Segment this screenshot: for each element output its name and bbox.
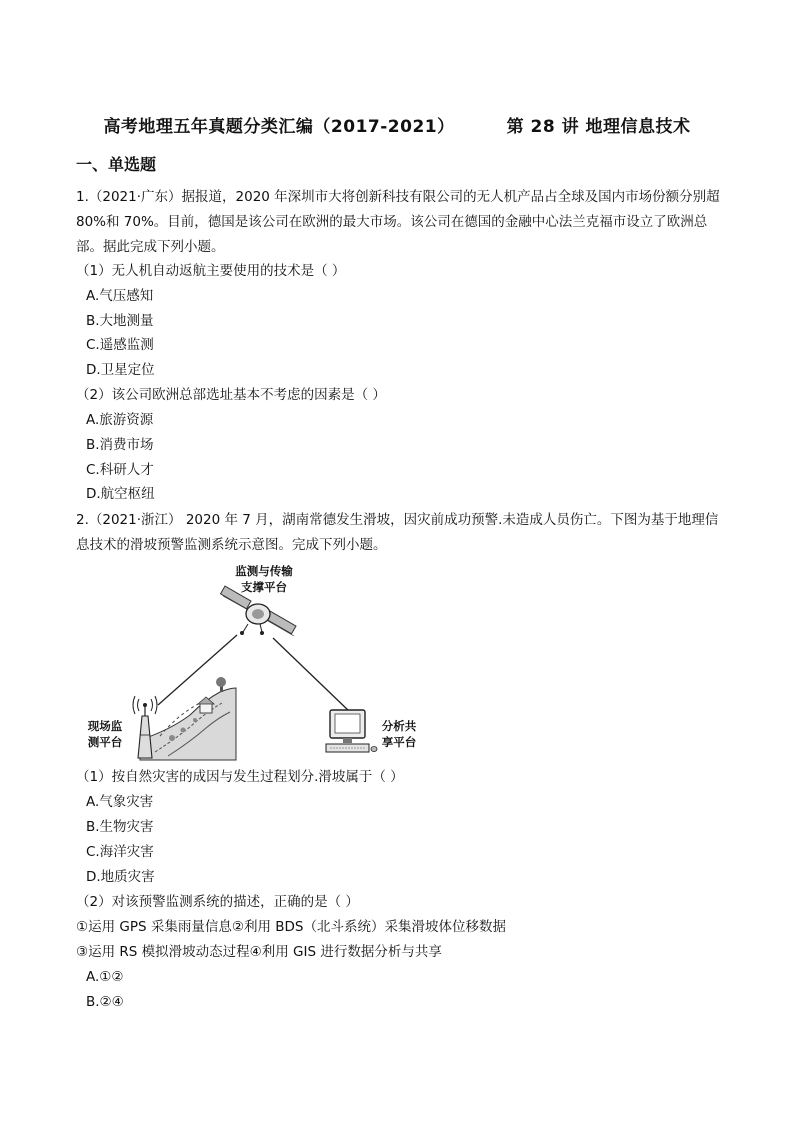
q2-sub2-statements-2: ③运用 RS 模拟滑坡动态过程④利用 GIS 进行数据分析与共享: [76, 944, 442, 960]
q2-sub2-statements-1: ①运用 GPS 采集雨量信息②利用 BDS（北斗系统）采集滑坡体位移数据: [76, 919, 506, 935]
document-title: [0, 112, 794, 137]
q1-sub1-option-a: A.气压感知: [86, 288, 154, 304]
q1-sub1-option-b: B.大地测量: [86, 313, 154, 329]
q1-sub2-option-c: C.科研人才: [86, 462, 154, 478]
computer-icon: [326, 710, 377, 752]
section-heading: 一、单选题: [76, 155, 157, 174]
q1-sub2-question: （2）该公司欧洲总部选址基本不考虑的因素是（ ）: [76, 387, 386, 403]
title-lecture: 第 28 讲 地理信息技术: [506, 117, 691, 137]
label-monitoring-transmission-platform: 监测与传输 支撑平台: [235, 564, 293, 594]
q2-stem: 2.（2021·浙江） 2020 年 7 月，湖南常德发生滑坡，因灾前成功预警.未造成人员伤亡。下图为基于地理信息技术的滑坡预警监测系统示意图。完成下列小题。: [76, 512, 719, 553]
label-field-monitoring-platform: 现场监 测平台: [87, 719, 123, 749]
q2-sub2-question: （2）对该预警监测系统的描述，正确的是（ ）: [76, 894, 359, 910]
q2-sub1-option-d: D.地质灾害: [86, 869, 155, 885]
title-series: 高考地理五年真题分类汇编（2017-2021）: [103, 117, 455, 137]
q2-sub1-option-b: B.生物灾害: [86, 819, 154, 835]
q1-sub2-option-b: B.消费市场: [86, 437, 154, 453]
q2-sub1-option-a: A.气象灾害: [86, 794, 154, 810]
q1-sub1-option-d: D.卫星定位: [86, 362, 155, 378]
q1-stem: 1.（2021·广东）据报道，2020 年深圳市大将创新科技有限公司的无人机产品占全球及国内市场份额分别超 80%和 70%。目前，德国是该公司在欧洲的最大市场。该公司在德国的金融中心法兰克福市设立了欧洲总部。据此完成下列小题。: [76, 189, 720, 255]
q1-sub1-option-c: C.遥感监测: [86, 337, 154, 353]
q1-sub1-question: （1）无人机自动返航主要使用的技术是（ ）: [76, 263, 346, 279]
q2-sub1-option-c: C.海洋灾害: [86, 844, 154, 860]
label-analysis-sharing-platform: 分析共 享平台: [381, 719, 417, 749]
q1-sub2-option-d: D.航空枢纽: [86, 486, 155, 502]
landslide-monitoring-diagram: [80, 560, 430, 765]
q2-sub2-option-a: A.①②: [86, 969, 124, 985]
link-line-right: [273, 638, 350, 712]
q2-sub2-option-b: B.②④: [86, 994, 124, 1010]
landslide-slope-icon: [140, 677, 236, 760]
q2-sub1-question: （1）按自然灾害的成因与发生过程划分.滑坡属于（ ）: [76, 769, 404, 785]
q1-sub2-option-a: A.旅游资源: [86, 412, 154, 428]
